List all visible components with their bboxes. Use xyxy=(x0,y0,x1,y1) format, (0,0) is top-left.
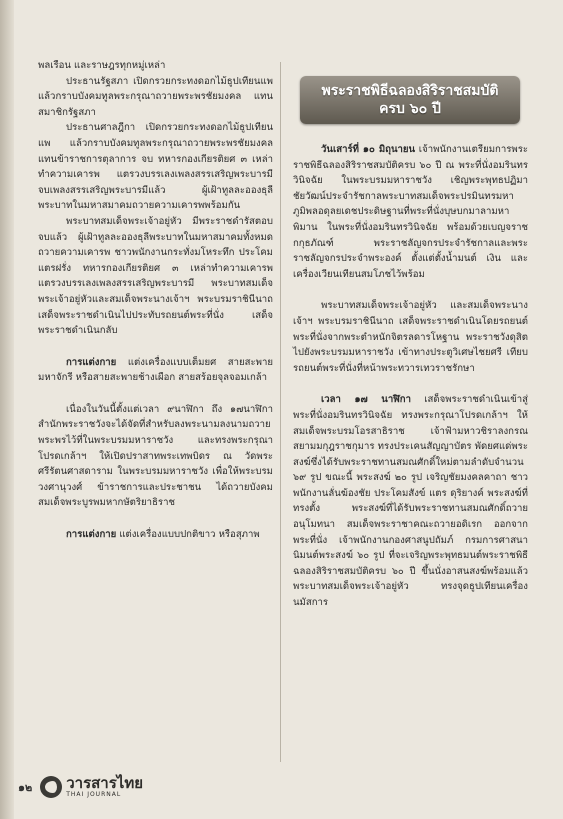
paragraph-lead-bold: วันเสาร์ที่ ๑๐ มิถุนายน xyxy=(321,144,416,155)
page-binding-edge xyxy=(0,0,14,819)
paragraph xyxy=(38,214,273,339)
page-footer xyxy=(18,772,218,802)
section-title-banner xyxy=(300,76,520,124)
paragraph-text: พระบาทสมเด็จพระเจ้าอยู่หัว และสมเด็จพระนางเจ้าฯ พระบรมราชินีนาถ เสด็จพระราชดำเนินโดยรถยนต์พระที่นั่งจากพระตำหนักจิตรลดารโหฐาน พระราชวังดุสิต ไปยังพระบรมมหาราชวัง เข้าทางประตูวิเศษไชยศรี เทียบรถยนต์พระที่นั่งที่หน้าพระทวารเทวราชรักษา xyxy=(293,300,528,374)
paragraph-lead-bold: การแต่งกาย xyxy=(66,356,117,368)
title-line-1: พระราชพิธีฉลองสิริราชสมบัติ xyxy=(321,83,499,99)
paragraph xyxy=(38,402,273,511)
paragraph-text: ประธานศาลฎีกา เปิดกรวยกระทงดอกไม้ธูปเทียนแพ แล้วกราบบังคมทูลพระกรุณาถวายพระพรชัยมงคล แทนข้าราชการตุลาการ จบ ทหารกองเกียรติยศ ๓ เหล่าทำความเคารพ แตรวงบรรเลงเพลงสรรเสริญพระบารมี จบเพลงสรรเสริญพระบารมีแล้ว ผู้เฝ้าทูลละอองธุลีพระบาทในมหาสมาคมถวายความเคารพพร้อมกัน xyxy=(38,122,273,212)
paragraph xyxy=(38,120,273,214)
journal-logo-name: วารสารไทย xyxy=(66,774,143,792)
title-line-2: ครบ ๖๐ ปี xyxy=(379,101,441,117)
journal-logo xyxy=(66,776,143,798)
paragraph xyxy=(293,298,528,376)
journal-logo-subtitle: THAI JOURNAL xyxy=(66,791,122,798)
paragraph xyxy=(38,58,273,74)
paragraph xyxy=(38,527,273,543)
right-article-column xyxy=(293,142,528,611)
paragraph-text: เจ้าพนักงานเตรียมการพระราชพิธีฉลองสิริราชสมบัติครบ ๖๐ ปี ณ พระที่นั่งอมรินทรวินิจฉัย ในพระบรมมหาราชวัง เชิญพระพุทธปฏิมาชัยวัฒน์ประจำรัชกาลพระบาทสมเด็จพระปรมินทรมหาภูมิพลอดุลยเดชประดิษฐานที่พระที่นั่งบุษบกมาลามหาพิมาน ในพระที่นั่งอมรินทรวินิจฉัย พร้อมด้วยเบญจราชกกุธภัณฑ์ พระราชลัญจกรประจำรัชกาลและพระราชลัญจกรประจำพระองค์ ตั้งแต่ตั้งน้ำมนต์ เงิน และเครื่องเวียนเทียนสมโภชไว้พร้อม xyxy=(293,144,528,280)
paragraph-text: ประธานรัฐสภา เปิดกรวยกระทงดอกไม้ธูปเทียนแพ แล้วกราบบังคมทูลพระกรุณาถวายพระพรชัยมงคล แทนสมาชิกรัฐสภา xyxy=(38,75,273,118)
paragraph xyxy=(38,74,273,121)
left-article-column xyxy=(38,58,273,543)
column-divider xyxy=(280,62,281,762)
paragraph xyxy=(38,355,273,386)
paragraph-lead-bold: การแต่งกาย xyxy=(66,529,117,541)
crescent-logo-icon xyxy=(40,776,62,798)
paragraph-lead-bold: เวลา ๑๗ นาฬิกา xyxy=(321,394,411,406)
paragraph-text: เสด็จพระราชดำเนินเข้าสู่พระที่นั่งอมรินทรวินิจฉัย ทรงพระกรุณาโปรดเกล้าฯ ให้สมเด็จพระบรมโอรสาธิราช เจ้าฟ้ามหาวชิราลงกรณ สยามมกุฎราชกุมาร ทรงประเคนสัญญาบัตร พัดยศแด่พระสงฆ์ซึ่งได้รับพระราชทานสมณศักดิ์ใหม่ตามลำดับจำนวน ๖๙ รูป ขณะนี้ พระสงฆ์ ๒๐ รูป เจริญชัยมงคลคาถา ชาวพนักงานลั่นฆ้องชัย ประโคมสังข์ แตร ดุริยางค์ พระสงฆ์ที่ทรงตั้ง พระสงฆ์ที่ได้รับพระราชทานสมณศักดิ์ถวายอนุโมทนา สมเด็จพระราชาคณะถวายอดิเรก ออกจากพระที่นั่ง เจ้าพนักงานกองศาสนูปถัมภ์ กรมการศาสนานิมนต์พระสงฆ์ ๖๐ รูป ที่จะเจริญพระพุทธมนต์พระราชพิธีฉลองสิริราชสมบัติครบ ๖๐ ปี ขึ้นนั่งอาสนสงฆ์พร้อมแล้ว พระบาทสมเด็จพระเจ้าอยู่หัว ทรงจุดธูปเทียนเครื่องนมัสการ xyxy=(293,394,528,609)
page-number: ๑๒ xyxy=(18,781,33,794)
paragraph xyxy=(293,142,528,282)
paragraph-text: แต่งเครื่องแบบเต็มยศ สายสะพายมหาจักรี หรือสายสะพายช้างเผือก สายสร้อยจุลจอมเกล้า xyxy=(38,356,273,384)
paragraph-text: พระบาทสมเด็จพระเจ้าอยู่หัว มีพระราชดำรัสตอบ จบแล้ว ผู้เฝ้าทูลละอองธุลีพระบาทในมหาสมาคมทั้งหมดถวายความเคารพ ชาวพนักงานกระทั่งมโหระทึก ประโคมแตรฝรั่ง ทหารกองเกียรติยศ ๓ เหล่าทำความเคารพ แตรวงบรรเลงเพลงสรรเสริญพระบารมี พระบาทสมเด็จพระเจ้าอยู่หัวและสมเด็จพระนางเจ้าฯ พระบรมราชินีนาถ เสด็จพระราชดำเนินไปประทับรถยนต์พระที่นั่ง เสด็จพระราชดำเนินกลับ xyxy=(38,215,273,337)
paragraph xyxy=(293,392,528,610)
paragraph-text: พลเรือน และราษฎรทุกหมู่เหล่า xyxy=(38,60,166,71)
paragraph-text: เนื่องในวันนี้ตั้งแต่เวลา ๙นาฬิกา ถึง ๑๗นาฬิกา สำนักพระราชวังจะได้จัดที่สำหรับลงพระนามลงนามถวายพระพรไว้ที่ในพระบรมมหาราชวัง และทรงพระกรุณาโปรดเกล้าฯ ให้เปิดปราสาทพระเทพบิดร ณ วัดพระศรีรัตนศาสดาราม ในพระบรมมหาราชวัง เพื่อให้พระบรมวงศานุวงศ์ ข้าราชการและประชาชน ได้ถวายบังคมสมเด็จพระบูรพมหากษัตริยาธิราช xyxy=(38,403,273,509)
paragraph-text: แต่งเครื่องแบบปกติขาว หรือสุภาพ xyxy=(116,529,260,541)
